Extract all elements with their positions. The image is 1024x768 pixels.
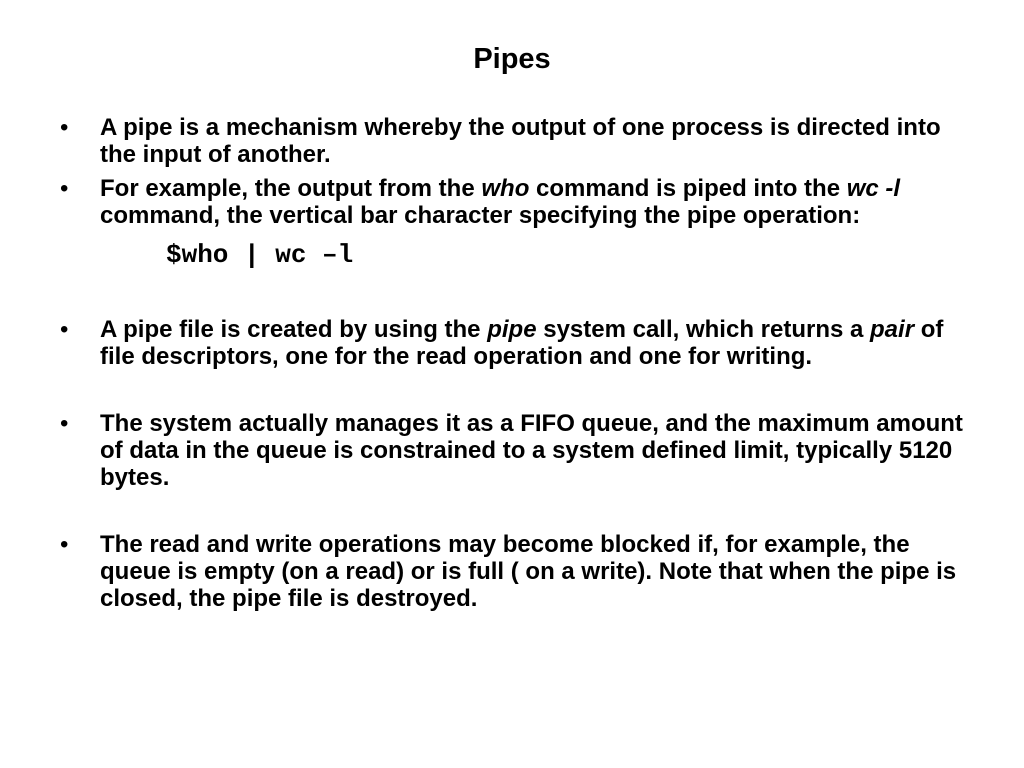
text-run: command is piped into the [529,175,847,202]
text-run: command, the vertical bar character specifying the pipe operation: [100,202,861,229]
text-run: A pipe file is created by using the [100,316,488,343]
term-pair: pair [870,316,915,343]
bullet-blocking [60,531,980,612]
bullet-pipe-definition [60,114,980,168]
slide-title: Pipes [473,43,551,75]
bullet-list [60,114,980,612]
bullet-text [100,175,980,229]
bullet-text [100,316,980,370]
bullet-text: The system actually manages it as a FIFO queue, and the maximum amount of data in the queue is constrained to a system defined limit, typically 5120 bytes. [100,410,963,491]
command-wc: wc -l [846,175,901,202]
text-run: of file descriptors, one for the read operation and one for writing. [100,316,944,370]
code-example: $who | wc –l [166,240,354,270]
bullet-text: The read and write operations may become blocked if, for example, the queue is empty (on a read) or is full ( on a write). Note that when the pipe is closed, the pipe file is destroyed. [100,531,957,612]
bullet-pipe-file [60,316,980,370]
text-run: For example, the output from the [100,175,482,202]
bullet-marker: • [60,531,69,558]
term-pipe: pipe [487,316,537,343]
bullet-marker: • [60,175,69,202]
command-who: who [481,175,530,202]
text-run: system call, which returns a [536,316,871,343]
bullet-pipe-example [60,175,980,229]
bullet-marker: • [60,316,69,343]
bullet-text: A pipe is a mechanism whereby the output of one process is directed into the input of another. [100,114,941,168]
bullet-fifo-queue [60,410,980,491]
bullet-marker: • [60,410,69,437]
bullet-marker: • [60,114,69,141]
